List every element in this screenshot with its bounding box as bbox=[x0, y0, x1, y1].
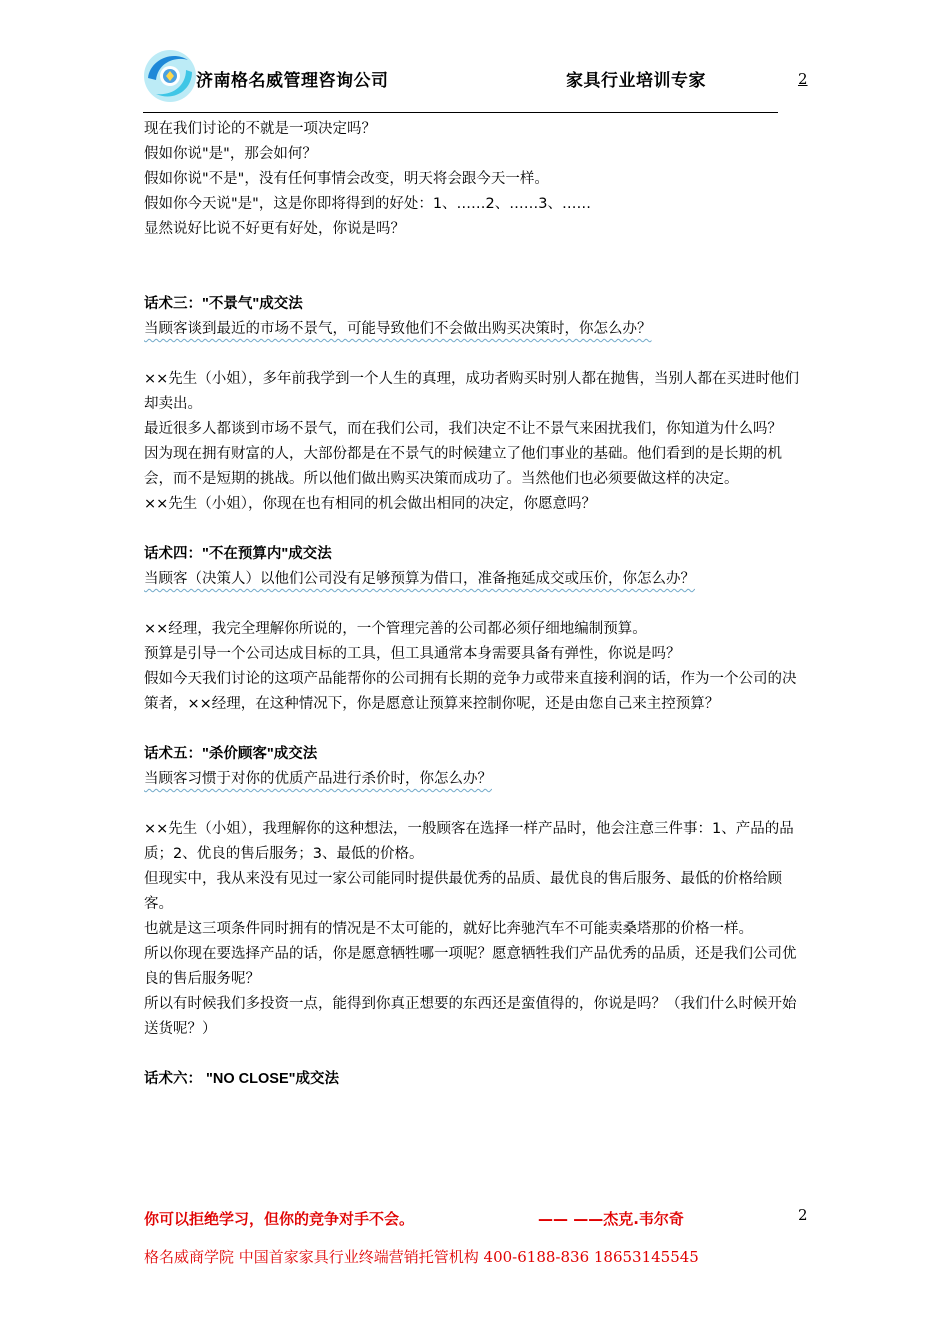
document-body bbox=[144, 117, 808, 1092]
section-question: 当顾客（决策人）以他们公司没有足够预算为借口，准备拖延成交或压价，你怎么办？ bbox=[144, 571, 695, 587]
section-paragraph: ××先生（小姐），你现在也有相同的机会做出相同的决定，你愿意吗？ bbox=[144, 496, 597, 512]
section-paragraph: 最近很多人都谈到市场不景气，而在我们公司，我们决定不让不景气来困扰我们，你知道为什么吗？ bbox=[144, 421, 782, 437]
footer-quote: 你可以拒绝学习，但你的竞争对手不会。 bbox=[144, 1210, 415, 1228]
section-paragraph: 所以你现在要选择产品的话，你是愿意牺牲哪一项呢？愿意牺牲我们产品优秀的品质，还是我们公司优良的售后服务呢？ bbox=[144, 946, 797, 987]
section-paragraph: ××先生（小姐），多年前我学到一个人生的真理，成功者购买时别人都在抛售，当别人都在买进时他们却卖出。 bbox=[144, 371, 800, 412]
page-number-top: 2 bbox=[798, 70, 808, 88]
footer-contact: 格名威商学院 中国首家家具行业终端营销托管机构 400-6188-836 18653145545 bbox=[144, 1248, 699, 1266]
header-slogan: 家具行业培训专家 bbox=[566, 71, 706, 91]
section-paragraph: 但现实中，我从来没有见过一家公司能同时提供最优秀的品质、最优良的售后服务、最低的价格给顾客。 bbox=[144, 871, 782, 912]
intro-line: 显然说好比说不好更有好处，你说是吗？ bbox=[144, 221, 405, 237]
section-paragraph: 假如今天我们讨论的这项产品能帮你的公司拥有长期的竞争力或带来直接利润的话，作为一个公司的决策者，××经理，在这种情况下，你是愿意让预算来控制你呢，还是由您自己来主控预算？ bbox=[144, 671, 797, 712]
section-paragraph: ××经理，我完全理解你所说的，一个管理完善的公司都必须仔细地编制预算。 bbox=[144, 621, 647, 637]
section-paragraph: ××先生（小姐），我理解你的这种想法，一般顾客在选择一样产品时，他会注意三件事：1、产品的品质；2、优良的售后服务；3、最低的价格。 bbox=[144, 821, 794, 862]
intro-line: 假如你今天说"是"，这是你即将得到的好处：1、……2、……3、…… bbox=[144, 196, 592, 212]
intro-line: 假如你说"是"，那会如何？ bbox=[144, 146, 317, 162]
section-heading: 话术三："不景气"成交法 bbox=[144, 296, 303, 312]
company-name: 济南格名威管理咨询公司 bbox=[196, 71, 389, 91]
section-heading-last: 话术六： "NO CLOSE"成交法 bbox=[144, 1071, 340, 1087]
section-paragraph: 因为现在拥有财富的人，大部份都是在不景气的时候建立了他们事业的基础。他们看到的是长期的机会，而不是短期的挑战。所以他们做出购买决策而成功了。当然他们也必须要做这样的决定。 bbox=[144, 446, 782, 487]
section-heading: 话术四："不在预算内"成交法 bbox=[144, 546, 332, 562]
section-paragraph: 也就是这三项条件同时拥有的情况是不太可能的，就好比奔驰汽车不可能卖桑塔那的价格一样。 bbox=[144, 921, 753, 937]
intro-line: 假如你说"不是"，没有任何事情会改变，明天将会跟今天一样。 bbox=[144, 171, 549, 187]
page-number-bottom: 2 bbox=[798, 1206, 808, 1224]
section-paragraph: 预算是引导一个公司达成目标的工具，但工具通常本身需要具备有弹性，你说是吗？ bbox=[144, 646, 681, 662]
section-question: 当顾客习惯于对你的优质产品进行杀价时，你怎么办？ bbox=[144, 771, 492, 787]
section-heading: 话术五："杀价顾客"成交法 bbox=[144, 746, 318, 762]
company-logo bbox=[142, 48, 198, 104]
section-paragraph: 所以有时候我们多投资一点，能得到你真正想要的东西还是蛮值得的，你说是吗？（我们什么时候开始送货呢？） bbox=[144, 996, 797, 1037]
intro-line: 现在我们讨论的不就是一项决定吗？ bbox=[144, 121, 376, 137]
section-question: 当顾客谈到最近的市场不景气，可能导致他们不会做出购买决策时，你怎么办？ bbox=[144, 321, 652, 337]
footer-author: —— ——杰克.韦尔奇 bbox=[538, 1210, 684, 1228]
header-divider bbox=[143, 112, 778, 113]
